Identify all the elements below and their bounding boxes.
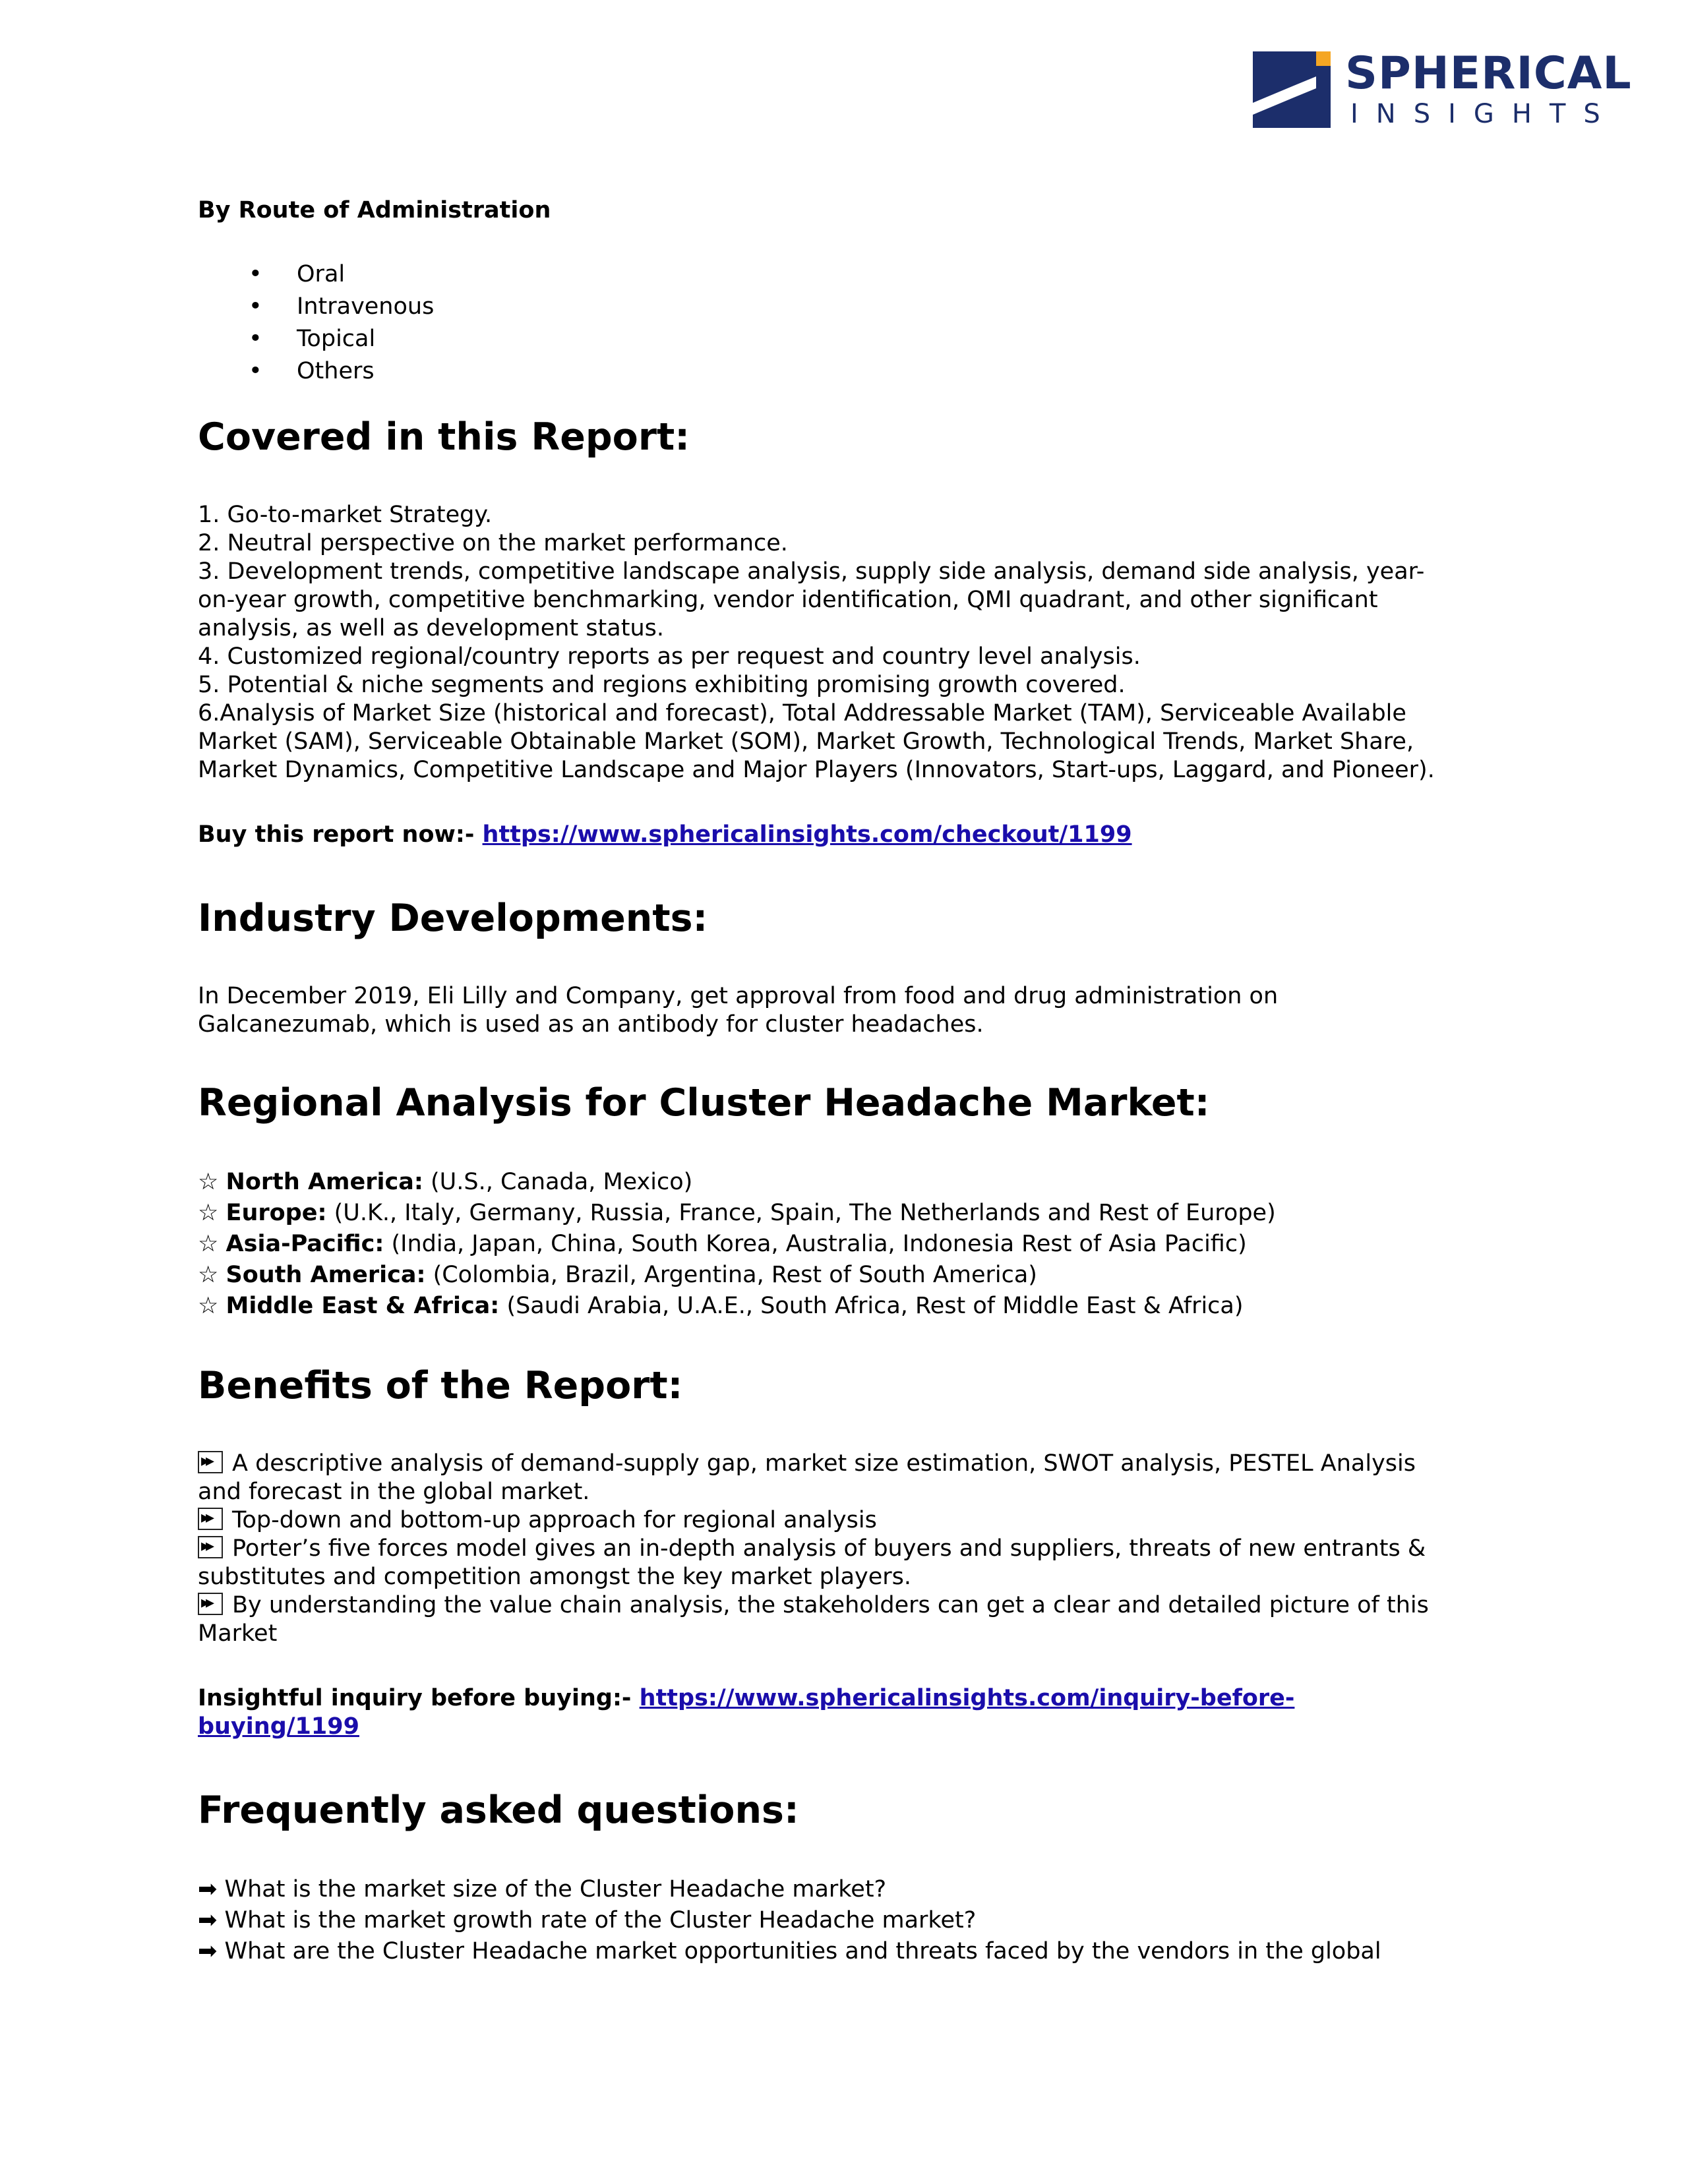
faq-item: ➡ What is the market size of the Cluster Headache market? (198, 1876, 887, 1903)
region-row (198, 1198, 1490, 1229)
logo-mark-icon (1253, 51, 1331, 128)
covered-line: 2. Neutral perspective on the market performance. (198, 530, 788, 556)
bullet-icon: • (249, 326, 262, 352)
covered-line: Market (SAM), Serviceable Obtainable Market (SOM), Market Growth, Technological Trends, Market Share, (198, 728, 1414, 755)
regional-list (198, 1167, 1490, 1322)
arrow-right-icon: ➡ (198, 1938, 218, 1964)
region-row (198, 1229, 1490, 1260)
buy-report-line (198, 821, 1490, 849)
fast-forward-icon: ▸▸ (198, 1508, 223, 1530)
region-detail: (Colombia, Brazil, Argentina, Rest of South America) (425, 1262, 1037, 1288)
benefits-list (198, 1450, 1490, 1648)
faq-list (198, 1874, 1490, 1967)
industry-heading: Industry Developments: (198, 897, 708, 940)
list-item: • Intravenous (198, 291, 1490, 323)
covered-line: 4. Customized regional/country reports as per request and country level analysis. (198, 643, 1141, 670)
benefit-item: ▸▸ A descriptive analysis of demand-supply gap, market size estimation, SWOT analysis, PESTEL Analysis and forecast in the global market. (198, 1450, 1416, 1505)
star-icon: ☆ (198, 1231, 219, 1257)
inquiry-link[interactable]: https://www.sphericalinsights.com/inquiry-before- buying/1199 (198, 1685, 1295, 1740)
inquiry-label: Insightful inquiry before buying:- (198, 1685, 640, 1711)
bullet-icon: • (249, 261, 262, 287)
faq-item: ➡ What is the market growth rate of the Cluster Headache market? (198, 1907, 977, 1933)
region-detail: (U.S., Canada, Mexico) (423, 1169, 693, 1195)
spherical-insights-logo (1253, 47, 1632, 129)
logo-word-spherical: SPHERICAL (1345, 47, 1632, 100)
route-heading: By Route of Administration (198, 197, 551, 223)
logo-word-insights: INSIGHTS (1350, 99, 1618, 129)
covered-line: analysis, as well as development status. (198, 615, 664, 641)
star-icon: ☆ (198, 1169, 219, 1195)
region-name: Middle East & Africa: (226, 1293, 500, 1319)
covered-line: 5. Potential & niche segments and regions exhibiting promising growth covered. (198, 672, 1126, 698)
region-detail: (U.K., Italy, Germany, Russia, France, Spain, The Netherlands and Rest of Europe) (326, 1200, 1276, 1226)
checkout-link[interactable]: https://www.sphericalinsights.com/checkout/1199 (482, 821, 1132, 848)
buy-report-label: Buy this report now:- (198, 821, 483, 848)
benefit-item: ▸▸ By understanding the value chain analysis, the stakeholders can get a clear and detailed picture of this Market (198, 1592, 1429, 1647)
regional-heading: Regional Analysis for Cluster Headache Market: (198, 1081, 1210, 1125)
list-item: • Oral (198, 258, 1490, 291)
fast-forward-icon: ▸▸ (198, 1451, 223, 1473)
covered-line: 1. Go-to-market Strategy. (198, 502, 493, 528)
star-icon: ☆ (198, 1200, 219, 1226)
covered-list (198, 501, 1490, 784)
industry-text (198, 982, 1490, 1039)
arrow-right-icon: ➡ (198, 1907, 218, 1933)
route-list (198, 258, 1490, 388)
fast-forward-icon: ▸▸ (198, 1593, 223, 1615)
region-detail: (Saudi Arabia, U.A.E., South Africa, Rest of Middle East & Africa) (499, 1293, 1244, 1319)
region-name: South America: (226, 1262, 426, 1288)
star-icon: ☆ (198, 1293, 219, 1319)
bullet-icon: • (249, 293, 262, 320)
covered-heading: Covered in this Report: (198, 415, 690, 459)
industry-line: In December 2019, Eli Lilly and Company, get approval from food and drug administration on (198, 983, 1279, 1009)
benefits-heading: Benefits of the Report: (198, 1364, 683, 1407)
star-icon: ☆ (198, 1262, 219, 1288)
region-row (198, 1167, 1490, 1198)
benefit-item: ▸▸ Porter’s five forces model gives an in-depth analysis of buyers and suppliers, threats of new entrants & substitutes and competition amongst the key market players. (198, 1535, 1426, 1590)
bullet-icon: • (249, 358, 262, 384)
covered-line: on-year growth, competitive benchmarking, vendor identification, QMI quadrant, and other significant (198, 587, 1378, 613)
faq-item: ➡ What are the Cluster Headache market opportunities and threats faced by the vendors in the global (198, 1938, 1381, 1964)
covered-line: 6.Analysis of Market Size (historical and forecast), Total Addressable Market (TAM), Serviceable Available (198, 700, 1406, 726)
benefit-item: ▸▸ Top-down and bottom-up approach for regional analysis (198, 1506, 1490, 1535)
region-name: Europe: (226, 1200, 327, 1226)
industry-line: Galcanezumab, which is used as an antibody for cluster headaches. (198, 1011, 984, 1038)
list-item: • Topical (198, 323, 1490, 355)
region-name: Asia-Pacific: (226, 1231, 384, 1257)
inquiry-line (198, 1684, 1490, 1741)
region-row (198, 1291, 1490, 1322)
covered-line: Market Dynamics, Competitive Landscape and Major Players (Innovators, Start-ups, Laggard, and Pioneer). (198, 757, 1435, 783)
document-content (198, 195, 1490, 1967)
arrow-right-icon: ➡ (198, 1876, 218, 1903)
faq-heading: Frequently asked questions: (198, 1788, 799, 1832)
region-row (198, 1260, 1490, 1291)
region-detail: (India, Japan, China, South Korea, Australia, Indonesia Rest of Asia Pacific) (384, 1231, 1247, 1257)
list-item: • Others (198, 355, 1490, 388)
covered-line: 3. Development trends, competitive landscape analysis, supply side analysis, demand side analysis, year- (198, 558, 1425, 585)
region-name: North America: (226, 1169, 423, 1195)
fast-forward-icon: ▸▸ (198, 1536, 223, 1558)
